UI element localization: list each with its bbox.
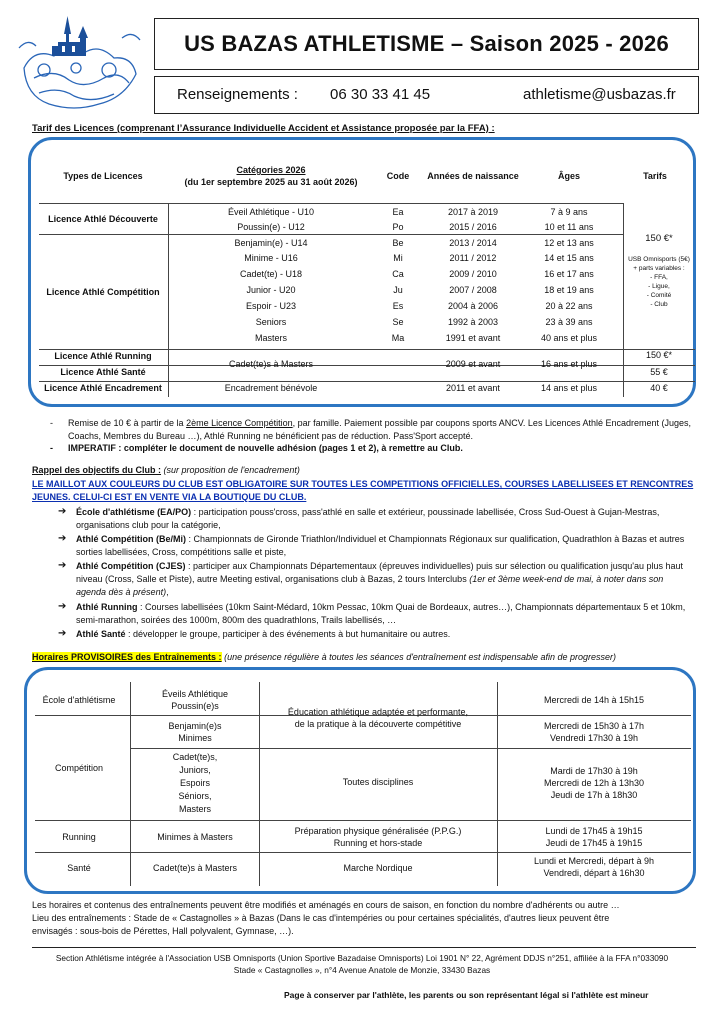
groupe-competition: Compétition bbox=[54, 763, 104, 773]
activite-ppg: Running et hors-stade bbox=[333, 838, 423, 848]
activite-ppg: Préparation physique généralisée (P.P.G.) bbox=[294, 826, 462, 836]
encadrement-categorie: Encadrement bénévole bbox=[224, 383, 318, 393]
horaires-subtitle: (une présence régulière à toutes les séances d'entraînement est indispensable afin de progresser) bbox=[224, 652, 617, 662]
row-annees: 1991 et avant bbox=[445, 333, 501, 343]
running-sante-categorie: Cadet(te)s à Masters bbox=[228, 359, 314, 369]
header-ages: Âges bbox=[557, 171, 581, 181]
cat-running: Minimes à Masters bbox=[157, 832, 233, 842]
licence-running: Licence Athlé Running bbox=[54, 351, 152, 361]
row-ages: 10 et 11 ans bbox=[544, 222, 594, 232]
table-rule bbox=[39, 381, 695, 382]
cat-poussins: Poussin(e)s bbox=[171, 701, 219, 711]
row-annees: 2015 / 2016 bbox=[449, 222, 497, 232]
remise-note: - Remise de 10 € à partir de la 2ème Licence Compétition, par famille. Paiement possible par coupons sports ANCV. Les Licences Athlé Encadrement (Juges, Coachs, Membres du Bureau …), Athlé Running ne bénéficient pas de réduction. Pass'Sport accepté. bbox=[48, 417, 698, 442]
activite-education: Éducation athlétique adaptée et performante, bbox=[287, 707, 469, 717]
table-divider bbox=[497, 682, 498, 886]
remise-highlight: 2ème Licence Compétition bbox=[186, 418, 293, 428]
imperatif-note: - IMPERATIF : compléter le document de nouvelle adhésion (pages 1 et 2), à remettre au Club. bbox=[48, 442, 698, 455]
prix-detail: - Comité bbox=[646, 292, 672, 299]
prix-sante: 55 € bbox=[650, 367, 668, 377]
row-code: Ea bbox=[392, 207, 404, 217]
row-code: Be bbox=[392, 238, 404, 248]
row-categorie: Masters bbox=[254, 333, 288, 343]
prix-encadrement: 40 € bbox=[650, 383, 668, 393]
running-sante-ages: 16 ans et plus bbox=[540, 359, 598, 369]
row-ages: 20 à 22 ans bbox=[545, 301, 593, 311]
table-divider bbox=[259, 682, 260, 886]
header-tarifs: Tarifs bbox=[643, 171, 667, 181]
arrow-icon: ➔ bbox=[58, 560, 67, 571]
table-rule bbox=[39, 203, 623, 204]
row-code: Ma bbox=[391, 333, 405, 343]
contact-box bbox=[154, 76, 699, 114]
horaires-panel bbox=[24, 667, 696, 894]
arrow-icon: ➔ bbox=[58, 533, 67, 544]
cat-benjamins: Benjamin(e)s bbox=[168, 721, 222, 731]
maillot-notice: LE MAILLOT AUX COULEURS DU CLUB EST OBLIGATOIRE SUR TOUTES LES COMPETITIONS OFFICIELLES, COURSES LABELLISEES ET RENCONTRES JEUNES. CELUI-CI EST EN VENTE VIA LA BOUTIQUE DU CLUB. bbox=[32, 479, 694, 502]
header-categories: Catégories 2026 bbox=[236, 165, 306, 175]
footer-legal: Section Athlétisme intégrée à l'Association USB Omnisports (Union Sportive Bazadaise Omnisports) Loi 1901 N° 22, Agrément DDJS n°251, affiliée à la FFA n°033090 bbox=[55, 953, 669, 963]
row-categorie: Minime - U16 bbox=[244, 253, 298, 263]
contact-label: Renseignements : bbox=[177, 86, 298, 103]
footer-rule bbox=[32, 947, 696, 948]
row-code: Mi bbox=[393, 253, 403, 263]
row-categorie: Benjamin(e) - U14 bbox=[234, 238, 308, 248]
row-ages: 12 et 13 ans bbox=[544, 238, 594, 248]
licence-decouverte: Licence Athlé Découverte bbox=[48, 214, 158, 224]
objectif-item: ➔ Athlé Running : Courses labellisées (10km Saint-Médard, 10km Pessac, 10km Quai de Bordeaux, autres…), Championnats départementaux 5 et 10km, semi-marathon, soirées des 1000m, 800m des quadrathlons, Trails labellisés, … bbox=[58, 601, 686, 625]
info-line: envisagés : sous-bois de Pérettes, Hall polyvalent, Gymnase, …). bbox=[32, 925, 294, 936]
table-rule bbox=[35, 820, 691, 821]
objectifs-title: Rappel des objectifs du Club : bbox=[32, 465, 162, 475]
activite-education: de la pratique à la découverte compétitive bbox=[294, 719, 462, 729]
row-code: Ju bbox=[393, 285, 403, 295]
objectifs-subtitle: (sur proposition de l'encadrement) bbox=[163, 465, 300, 475]
creneau-benjamins: Mercredi de 15h30 à 17h bbox=[543, 721, 645, 731]
info-line: Lieu des entraînements : Stade de « Castagnolles » à Bazas (Dans le cas d'intempéries ou pour certaines spécialités, d'autres lieux peuvent être bbox=[32, 912, 610, 923]
licence-competition: Licence Athlé Compétition bbox=[46, 287, 160, 297]
arrow-icon: ➔ bbox=[58, 506, 67, 517]
footer-conservation-note: Page à conserver par l'athlète, les parents ou son représentant légal si l'athlète est mineur bbox=[284, 990, 649, 1000]
row-categorie: Junior - U20 bbox=[246, 285, 296, 295]
groupe-ecole: École d'athlétisme bbox=[42, 695, 116, 705]
creneau-benjamins: Vendredi 17h30 à 19h bbox=[549, 733, 639, 743]
table-divider bbox=[623, 203, 624, 397]
row-code: Po bbox=[392, 222, 404, 232]
prix-detail: - FFA, bbox=[650, 274, 668, 281]
creneau-cadets: Mercredi de 12h à 13h30 bbox=[543, 778, 645, 788]
row-annees: 2017 à 2019 bbox=[447, 207, 499, 217]
tarif-panel bbox=[28, 137, 696, 407]
phone-number: 06 30 33 41 45 bbox=[330, 86, 431, 103]
row-ages: 16 et 17 ans bbox=[544, 269, 594, 279]
licence-sante: Licence Athlé Santé bbox=[60, 367, 146, 377]
objectifs-heading bbox=[32, 465, 300, 475]
club-logo-illustration bbox=[14, 8, 144, 116]
activite-nordique: Marche Nordique bbox=[343, 863, 413, 873]
horaires-title: Horaires PROVISOIRES des Entraînements : bbox=[32, 652, 222, 662]
prix-detail: - Club bbox=[650, 301, 668, 308]
table-rule bbox=[35, 852, 691, 853]
row-categorie: Poussin(e) - U12 bbox=[237, 222, 305, 232]
row-ages: 18 et 19 ans bbox=[544, 285, 594, 295]
objectif-item: ➔ Athlé Compétition (Be/Mi) : Championnats de Gironde Triathlon/Individuel et Championnats Régionaux sur qualification, Quadrathlon à Bazas et autres sorties labellisées, Cross, compétitions salle et piste, bbox=[58, 533, 685, 557]
table-divider bbox=[130, 682, 131, 886]
cat-juniors: Juniors, bbox=[179, 765, 211, 775]
creneau-cadets: Mardi de 17h30 à 19h bbox=[550, 766, 638, 776]
page-title-box bbox=[154, 18, 699, 70]
objectif-item: ➔ Athlé Santé : développer le groupe, participer à des événements à but humanitaire ou autres. bbox=[58, 628, 451, 639]
header-types: Types de Licences bbox=[63, 171, 143, 181]
tarif-section-title: Tarif des Licences (comprenant l’Assurance Individuelle Accident et Assistance proposée par la FFA) : bbox=[32, 123, 495, 134]
footer-address: Stade « Castagnolles », n°4 Avenue Anatole de Monzie, 33430 Bazas bbox=[233, 965, 491, 975]
activite-disciplines: Toutes disciplines bbox=[342, 777, 414, 787]
cat-sante: Cadet(te)s à Masters bbox=[152, 863, 238, 873]
prix-detail: USB Omnisports (5€) bbox=[628, 256, 690, 263]
row-annees: 2007 / 2008 bbox=[449, 285, 497, 295]
encadrement-annees: 2011 et avant bbox=[446, 383, 500, 393]
row-categorie: Éveil Athlétique - U10 bbox=[227, 207, 315, 217]
row-ages: 40 ans et plus bbox=[540, 333, 598, 343]
prix-detail: + parts variables : bbox=[633, 265, 685, 272]
arrow-icon: ➔ bbox=[58, 601, 67, 612]
objectif-item: ➔ Athlé Compétition (CJES) : participer aux Championnats Départementaux (épreuves individuelles) puis sur sélection ou qualification jusqu'au plus haut niveau (Cross, Salle et Piste), autre Meeting estival, organisations club à Bazas, 2 tours Interclubs (1er et 3ème week-end de mai, à noter dans son agenda dès à présent), bbox=[58, 560, 684, 597]
row-annees: 2013 / 2014 bbox=[449, 238, 497, 248]
prix-running: 150 €* bbox=[645, 350, 673, 360]
row-code: Se bbox=[392, 317, 404, 327]
infos-block bbox=[32, 899, 697, 937]
header-annees: Années de naissance bbox=[427, 171, 519, 181]
cat-cadets: Cadet(te)s, bbox=[172, 752, 218, 762]
horaires-heading bbox=[32, 652, 616, 662]
cat-seniors: Séniors, bbox=[178, 791, 212, 801]
creneau-running: Lundi de 17h45 à 19h15 bbox=[545, 826, 643, 836]
row-categorie: Seniors bbox=[255, 317, 287, 327]
table-divider bbox=[168, 203, 169, 397]
row-annees: 2009 / 2010 bbox=[449, 269, 497, 279]
row-ages: 14 et 15 ans bbox=[544, 253, 594, 263]
prix-detail: - Ligue, bbox=[648, 283, 670, 290]
licence-encadrement: Licence Athlé Encadrement bbox=[44, 383, 162, 393]
cat-masters: Masters bbox=[178, 804, 212, 814]
groupe-running: Running bbox=[62, 832, 96, 842]
cat-minimes: Minimes bbox=[178, 733, 212, 743]
info-line: Les horaires et contenus des entraînements peuvent être modifiés et aménagés en cours de saison, en fonction du nombre d'adhérents ou autre … bbox=[32, 900, 620, 910]
table-rule bbox=[39, 234, 623, 235]
header-categories-period: (du 1er septembre 2025 au 31 août 2026) bbox=[184, 177, 358, 187]
email-address[interactable]: athletisme@usbazas.fr bbox=[523, 86, 676, 103]
creneau-sante: Lundi et Mercredi, départ à 9h bbox=[533, 856, 655, 866]
row-annees: 1992 à 2003 bbox=[447, 317, 499, 327]
page-title: US BAZAS ATHLETISME – Saison 2025 - 2026 bbox=[184, 31, 669, 56]
row-ages: 23 à 39 ans bbox=[545, 317, 593, 327]
row-ages: 7 à 9 ans bbox=[550, 207, 588, 217]
cat-espoirs: Espoirs bbox=[179, 778, 211, 788]
encadrement-ages: 14 ans et plus bbox=[540, 383, 598, 393]
table-rule bbox=[130, 748, 691, 749]
row-code: Ca bbox=[392, 269, 404, 279]
creneau-eveils: Mercredi de 14h à 15h15 bbox=[543, 695, 645, 705]
row-annees: 2004 à 2006 bbox=[447, 301, 499, 311]
creneau-running: Jeudi de 17h45 à 19h15 bbox=[545, 838, 643, 848]
creneau-cadets: Jeudi de 17h à 18h30 bbox=[550, 790, 638, 800]
row-annees: 2011 / 2012 bbox=[449, 253, 497, 263]
cat-eveils: Éveils Athlétique bbox=[161, 689, 229, 699]
row-categorie: Cadet(te) - U18 bbox=[239, 269, 303, 279]
groupe-sante: Santé bbox=[67, 863, 91, 873]
table-rule bbox=[39, 349, 695, 350]
arrow-icon: ➔ bbox=[58, 628, 67, 639]
prix-principal: 150 €* bbox=[645, 233, 673, 244]
creneau-sante: Vendredi, départ à 16h30 bbox=[543, 868, 645, 878]
row-code: Es bbox=[392, 301, 404, 311]
tarif-notes bbox=[48, 417, 698, 455]
row-categorie: Espoir - U23 bbox=[245, 301, 297, 311]
objectif-item: ➔ École d'athlétisme (EA/PO) : participation pouss'cross, pass'athlé en salle et extérieur, poussinade labellisée, Cross Sud-Ouest à Gujan-Mestras, organisations club pour la catégorie, bbox=[58, 506, 660, 530]
running-sante-annees: 2009 et avant bbox=[445, 359, 501, 369]
header-code: Code bbox=[386, 171, 410, 181]
